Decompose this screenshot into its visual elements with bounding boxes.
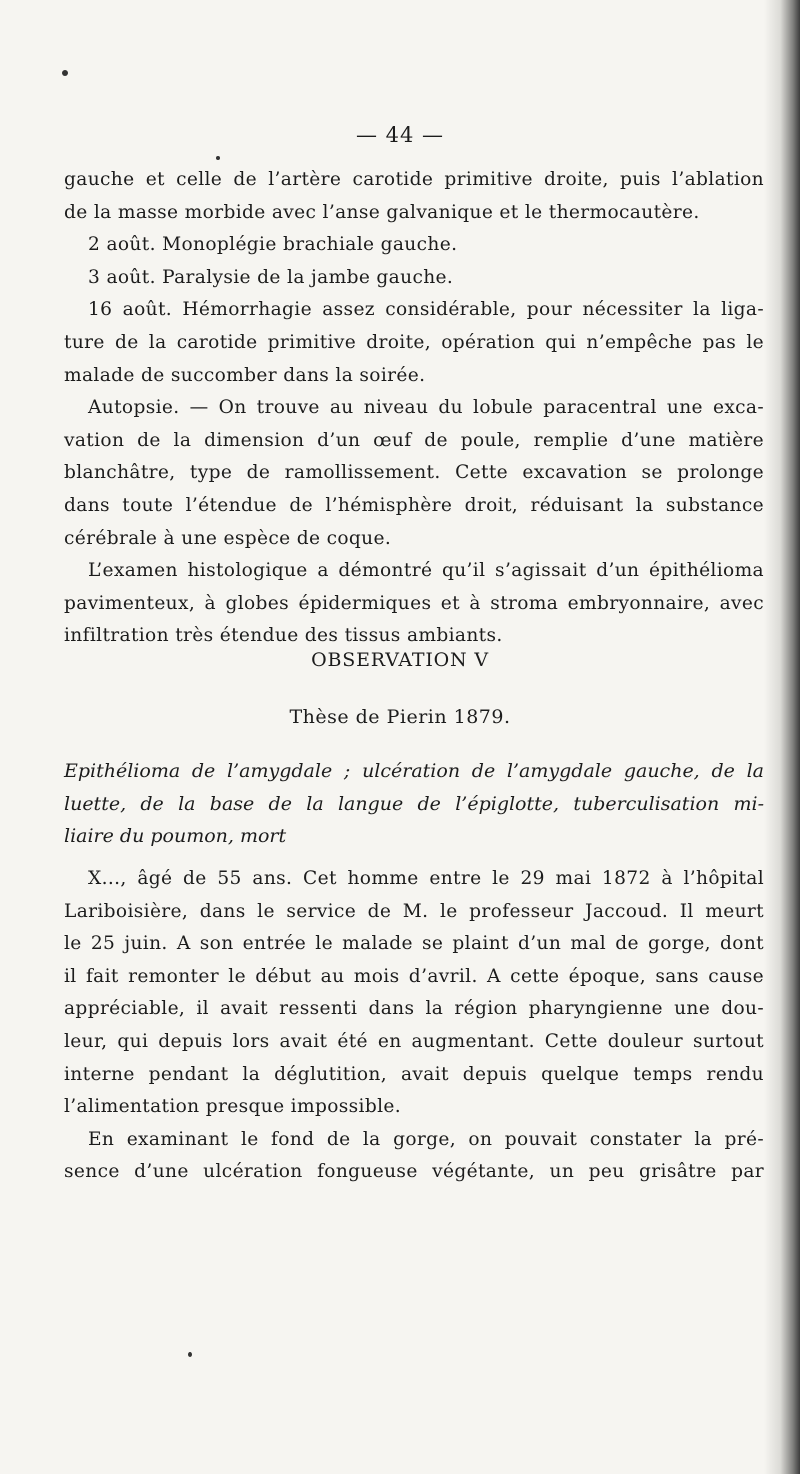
text-line: vation de la dimension d’un œuf de poule, remplie d’une matière [64, 429, 764, 451]
observation-source: Thèse de Pierin 1879. [289, 706, 511, 728]
text-line: 2 août. Monoplégie brachiale gauche. [88, 234, 458, 256]
text-line: pavimenteux, à globes épidermiques et à stroma embryonnaire, avec [64, 592, 764, 614]
summary-line: Epithélioma de l’amygdale ; ulcération de l’amygdale gauche, de la [64, 760, 764, 782]
text-line: 16 août. Hémorrhagie assez considérable, pour nécessiter la liga- [88, 299, 764, 321]
text-line: gauche et celle de l’artère carotide primitive droite, puis l’ablation [64, 169, 764, 190]
scan-speck [62, 70, 68, 76]
text-line: l’alimentation presque impossible. [64, 1096, 401, 1118]
paragraph-1 [64, 164, 764, 653]
text-line: sence d’une ulcération fongueuse végétante, un peu grisâtre par [64, 1161, 764, 1183]
paragraph-2 [64, 863, 764, 1189]
text-line: de la masse morbide avec l’anse galvanique et le thermocautère. [64, 201, 700, 223]
text-line: ture de la carotide primitive droite, opération qui n’empêche pas le [64, 331, 764, 353]
observation-summary [64, 755, 764, 853]
text-line: infiltration très étendue des tissus ambiants. [64, 625, 503, 647]
page-number: — 44 — [355, 123, 445, 147]
text-line: malade de succomber dans la soirée. [64, 364, 426, 386]
text-line: appréciable, il avait ressenti dans la région pharyngienne une dou- [64, 998, 764, 1020]
text-line: X..., âgé de 55 ans. Cet homme entre le 29 mai 1872 à l’hôpital [88, 868, 764, 889]
scan-speck [216, 156, 220, 160]
text-line: L’examen histologique a démontré qu’il s’agissait d’un épithélioma [88, 560, 764, 582]
text-line: interne pendant la déglutition, avait depuis quelque temps rendu [64, 1063, 764, 1085]
scan-speck [188, 1352, 192, 1357]
observation-title: OBSERVATION V [311, 649, 489, 671]
text-line: blanchâtre, type de ramollissement. Cette excavation se prolonge [64, 462, 764, 484]
text-line: Autopsie. — On trouve au niveau du lobule paracentral une exca- [88, 397, 764, 419]
text-line: dans toute l’étendue de l’hémisphère droit, réduisant la substance [64, 494, 764, 516]
text-line: 3 août. Paralysie de la jambe gauche. [88, 266, 454, 288]
page-edge-shadow [764, 0, 800, 1474]
text-line: Lariboisière, dans le service de M. le professeur Jaccoud. Il meurt [64, 900, 764, 922]
text-line: En examinant le fond de la gorge, on pouvait constater la pré- [88, 1128, 764, 1150]
text-line: le 25 juin. A son entrée le malade se plaint d’un mal de gorge, dont [64, 933, 764, 955]
summary-line: liaire du poumon, mort [64, 825, 287, 848]
text-line: il fait remonter le début au mois d’avril. A cette époque, sans cause [64, 965, 764, 987]
summary-line: luette, de la base de la langue de l’épiglotte, tuberculisation mi- [64, 792, 764, 815]
text-line: cérébrale à une espèce de coque. [64, 527, 392, 549]
text-line: leur, qui depuis lors avait été en augmentant. Cette douleur surtout [64, 1030, 764, 1052]
